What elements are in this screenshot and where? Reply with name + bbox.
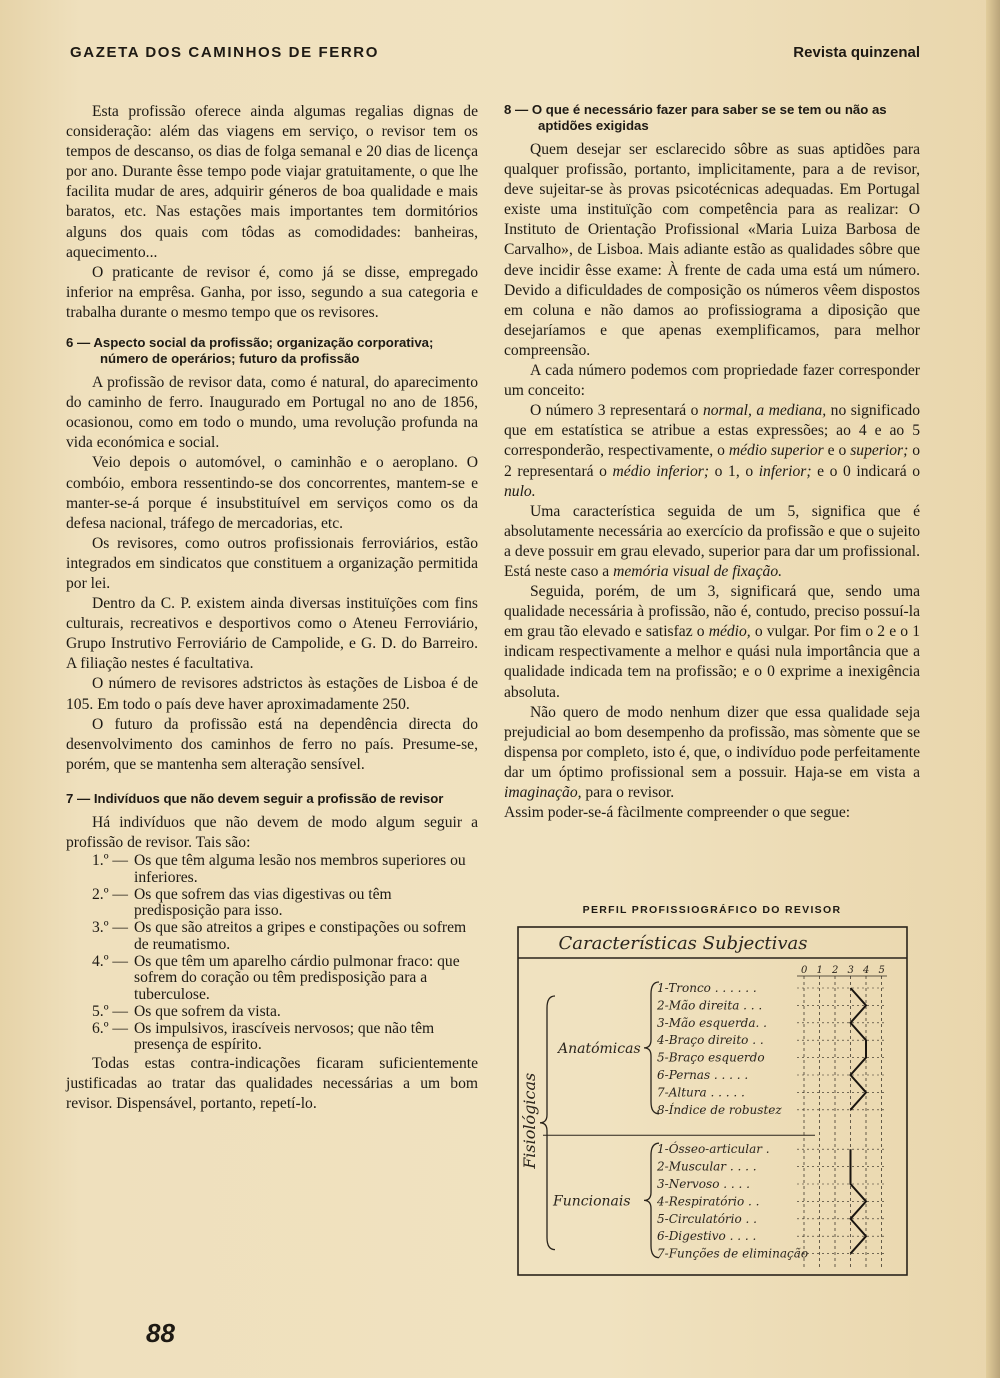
- paragraph: Veio depois o automóvel, o caminhão e o aeroplano. O combóio, embora ressentindo-se dos concorrentes, mantem-se e manter-se-á porque é insubstituível em serviços como os da defesa nacional, tráfego de mercadorias, etc.: [66, 454, 478, 532]
- list-item: [66, 853, 478, 886]
- paragraph: [504, 401, 920, 501]
- italic-text: nulo.: [504, 482, 536, 500]
- list-item: [66, 1021, 478, 1054]
- paragraph: O número de revisores adstrictos às estações de Lisboa é de 105. Em todo o país deve haver aproximadamente 250.: [66, 675, 478, 713]
- characteristic-label: 6-Digestivo . . . .: [657, 1229, 757, 1244]
- characteristic-label: 1-Tronco . . . . . .: [657, 981, 757, 995]
- scale-label: 5: [878, 965, 885, 976]
- section-heading-6: 6 — Aspecto social da profissão; organização corporativa; número de operários; futuro da profissão: [66, 335, 434, 367]
- paragraph: Há indivíduos que não devem de modo algum seguir a profissão de revisor. Tais são:: [66, 813, 478, 851]
- list-number: 4.º —: [92, 952, 129, 970]
- characteristic-label: 7-Altura . . . . .: [657, 1085, 745, 1100]
- italic-text: inferior;: [758, 462, 812, 480]
- text: Seguida, porém, de um 3, significará que, sendo uma qualidade necessária à profissão, não é, contudo, preciso possuí-la em grau tão elevado e satisfaz o: [504, 583, 920, 641]
- list-number: 2.º —: [92, 885, 129, 903]
- characteristic-label: 2-Mão direita . . .: [657, 998, 763, 1013]
- text: no significado que em estatística se atribue a estas expressões; ao 4 e ao 5 corresponderão, respectivamente, o: [504, 402, 920, 460]
- scale-label: 4: [863, 965, 870, 976]
- italic-text: médio,: [708, 623, 751, 641]
- right-column: [504, 102, 920, 823]
- paragraph: Assim poder-se-á fàcilmente compreender o que segue:: [504, 804, 851, 822]
- paragraph: [504, 502, 920, 582]
- characteristic-label: 6-Pernas . . . . .: [657, 1068, 749, 1082]
- italic-text: imaginação,: [504, 784, 582, 801]
- scale-label: 0: [801, 965, 808, 976]
- characteristic-label: 8-Índice de robustez: [657, 1102, 782, 1117]
- characteristic-label: 4-Braço direito . .: [657, 1033, 764, 1048]
- list-number: 6.º —: [92, 1019, 129, 1037]
- characteristic-label: 1-Ósseo-articular .: [657, 1142, 770, 1157]
- italic-text: memória visual de fixação.: [613, 562, 783, 580]
- text: e o: [823, 442, 851, 460]
- section-heading-8: 8 — O que é necessário fazer para saber se se tem ou não as aptidões exigidas: [504, 102, 887, 133]
- characteristic-label: 3-Nervoso . . . .: [657, 1177, 750, 1191]
- characteristic-label: 5-Braço esquerdo: [657, 1050, 765, 1065]
- profile-chart: [515, 924, 910, 1278]
- list-text: Os que sofrem das vias digestivas ou têm predisposição para isso.: [134, 885, 392, 920]
- italic-text: médio superior: [728, 442, 824, 460]
- group-label-anatomicas: Anatómicas: [558, 1040, 641, 1057]
- paragraph: A profissão de revisor data, como é natural, do aparecimento do caminho de ferro. Inaugurado em Portugal no ano de 1856, ocasionou, como em todo o mundo, uma revolução profunda na vida económica e social.: [66, 374, 478, 452]
- paragraph: A cada número podemos com propriedade fazer corresponder um conceito:: [504, 362, 920, 400]
- page-number: 88: [146, 1318, 175, 1348]
- contraindication-list: [66, 853, 478, 1054]
- characteristic-label: 3-Mão esquerda. .: [657, 1015, 767, 1030]
- list-number: 3.º —: [92, 919, 129, 937]
- list-text: Os impulsivos, irascíveis nervosos; que não têm presença de espírito.: [134, 1019, 435, 1054]
- paragraph: Todas estas contra-indicações ficaram suficientemente justificadas ao tratar das qualidades necessárias a um bom revisor. Dispensável, portanto, repetí-lo.: [66, 1055, 478, 1113]
- scale-label: 2: [832, 965, 839, 976]
- characteristic-label: 7-Funções de eliminação: [657, 1246, 809, 1261]
- list-number: 1.º —: [92, 852, 129, 870]
- list-text: Os que têm um aparelho cárdio pulmonar fraco: que sofrem do coração ou têm predisposição para a tuberculose.: [134, 952, 460, 1003]
- text: Não quero de modo nenhum dizer que essa qualidade seja prejudicial ao bom desempenho da profissão, mas sòmente que se dispensa por completo, isto é, que, o indivíduo pode perfeitamente dar um óptimo profissional sem a possuir. Haja-se em vista a: [504, 703, 920, 781]
- paragraph: [504, 582, 920, 703]
- paragraph: O futuro da profissão está na dependência directa do desenvolvimento dos caminhos de ferro no país. Presume-se, porém, que se mantenha sem alteração sensível.: [66, 715, 478, 773]
- paragraph: [504, 703, 920, 803]
- paragraph: Dentro da C. P. existem ainda diversas instituïções com fins culturais, recreativos e desportivos como o Ateneu Ferroviário, Grupo Instrutivo Ferroviário de Campolide, e G. D. do Barreiro. A filiação nestes é facultativa.: [66, 595, 478, 673]
- text: o vulgar. Por fim o 2 e o 1 indicam respectivamente a melhor e quási nula importância que a qualidade indicada tem na profissão; e o 0 exprime a inexigência absoluta.: [504, 623, 921, 701]
- text: Uma característica seguida de um 5, significa que é absolutamente necessária ao exercício da profissão e que o sujeito a deve possuir em grau elevado, superior para dar um profissional. Está neste caso a: [504, 502, 920, 580]
- profile-line-anatomicas: [851, 988, 867, 1110]
- running-header-title: GAZETA DOS CAMINHOS DE FERRO: [70, 44, 379, 61]
- text: e o 0 indicará o: [811, 462, 920, 480]
- list-item: [66, 887, 478, 920]
- paragraph: O praticante de revisor é, como já se disse, empregado inferior na emprêsa. Ganha, por isso, segundo a sua categoria e trabalha durante o mesmo tempo que os revisores.: [66, 263, 478, 321]
- section-heading-7: 7 — Indivíduos que não devem seguir a profissão de revisor: [66, 790, 444, 806]
- list-item: [66, 920, 478, 953]
- group-label-funcionais: Funcionais: [553, 1193, 631, 1210]
- characteristic-label: 5-Circulatório . .: [657, 1211, 757, 1226]
- list-text: Os que sofrem da vista.: [134, 1002, 281, 1020]
- vertical-label-fisiologicas: Fisiológicas: [520, 1072, 539, 1169]
- list-item: [66, 1004, 478, 1021]
- scale-label: 1: [816, 965, 823, 976]
- fisiologicas-brace: [540, 996, 555, 1250]
- list-number: 5.º —: [92, 1002, 129, 1020]
- left-column: [66, 102, 478, 1114]
- paragraph: Quem desejar ser esclarecido sôbre as suas aptidões para qualquer profissão, portanto, implicitamente, para a de revisor, deve sujeitar-se às provas psicotécnicas adequadas. Em Portugal existe uma instituïção com competência para as realizar: O Instituto de Orientação Profissional «Maria Luiza Barbosa de Carvalho», de Lisboa. Mais adiante estão as qualidades sôbre que deve incidir êsse exame: À frente de cada uma está um número. Devido a dificuldades de composição os números vêem dispostos em coluna e não damos ao profissiograma a diposição que desejaríamos e que apenas exemplificamos, para melhor compreensão.: [504, 141, 920, 359]
- page-edge: [986, 0, 1000, 1378]
- text: para o revisor.: [581, 784, 675, 801]
- running-header-subtitle: Revista quinzenal: [793, 44, 920, 61]
- paragraph: Os revisores, como outros profissionais ferroviários, estão integrados em sindicatos que constituem a organização permitida por lei.: [66, 534, 478, 592]
- scale-label: 3: [847, 965, 854, 976]
- characteristic-label: 4-Respiratório . .: [657, 1194, 760, 1209]
- italic-text: normal, a mediana,: [702, 402, 827, 420]
- paragraph: Esta profissão oferece ainda algumas regalias dignas de consideração: além das viagens em serviço, o revisor tem os tempos de descanso, os dias de folga semanal e 20 dias de licença por ano. Durante êsse tempo pode viajar gratuitamente, o que lhe facilita mudar de ares, adquirir géneros de boa qualidade e mais baratos, etc. Nas estações mais importantes tem dormitórios alguns dos quais com tôdas as comodidades: banheiras, aquecimento...: [66, 103, 478, 261]
- chart-caption: PERFIL PROFISSIOGRÁFICO DO REVISOR: [582, 904, 842, 916]
- text: o 1, o: [709, 462, 759, 480]
- italic-text: médio inferior;: [612, 462, 710, 480]
- list-text: Os que são atreitos a gripes e constipações ou sofrem de reumatismo.: [134, 919, 467, 953]
- chart-title: Características Subjectivas: [558, 933, 808, 954]
- italic-text: superior;: [850, 442, 909, 460]
- characteristic-label: 2-Muscular . . . .: [657, 1159, 757, 1174]
- list-item: [66, 954, 478, 1004]
- list-text: Os que têm alguma lesão nos membros superiores ou inferiores.: [134, 852, 466, 886]
- text: O número 3 representará o: [530, 402, 703, 420]
- text: o 2 representará o: [504, 442, 920, 480]
